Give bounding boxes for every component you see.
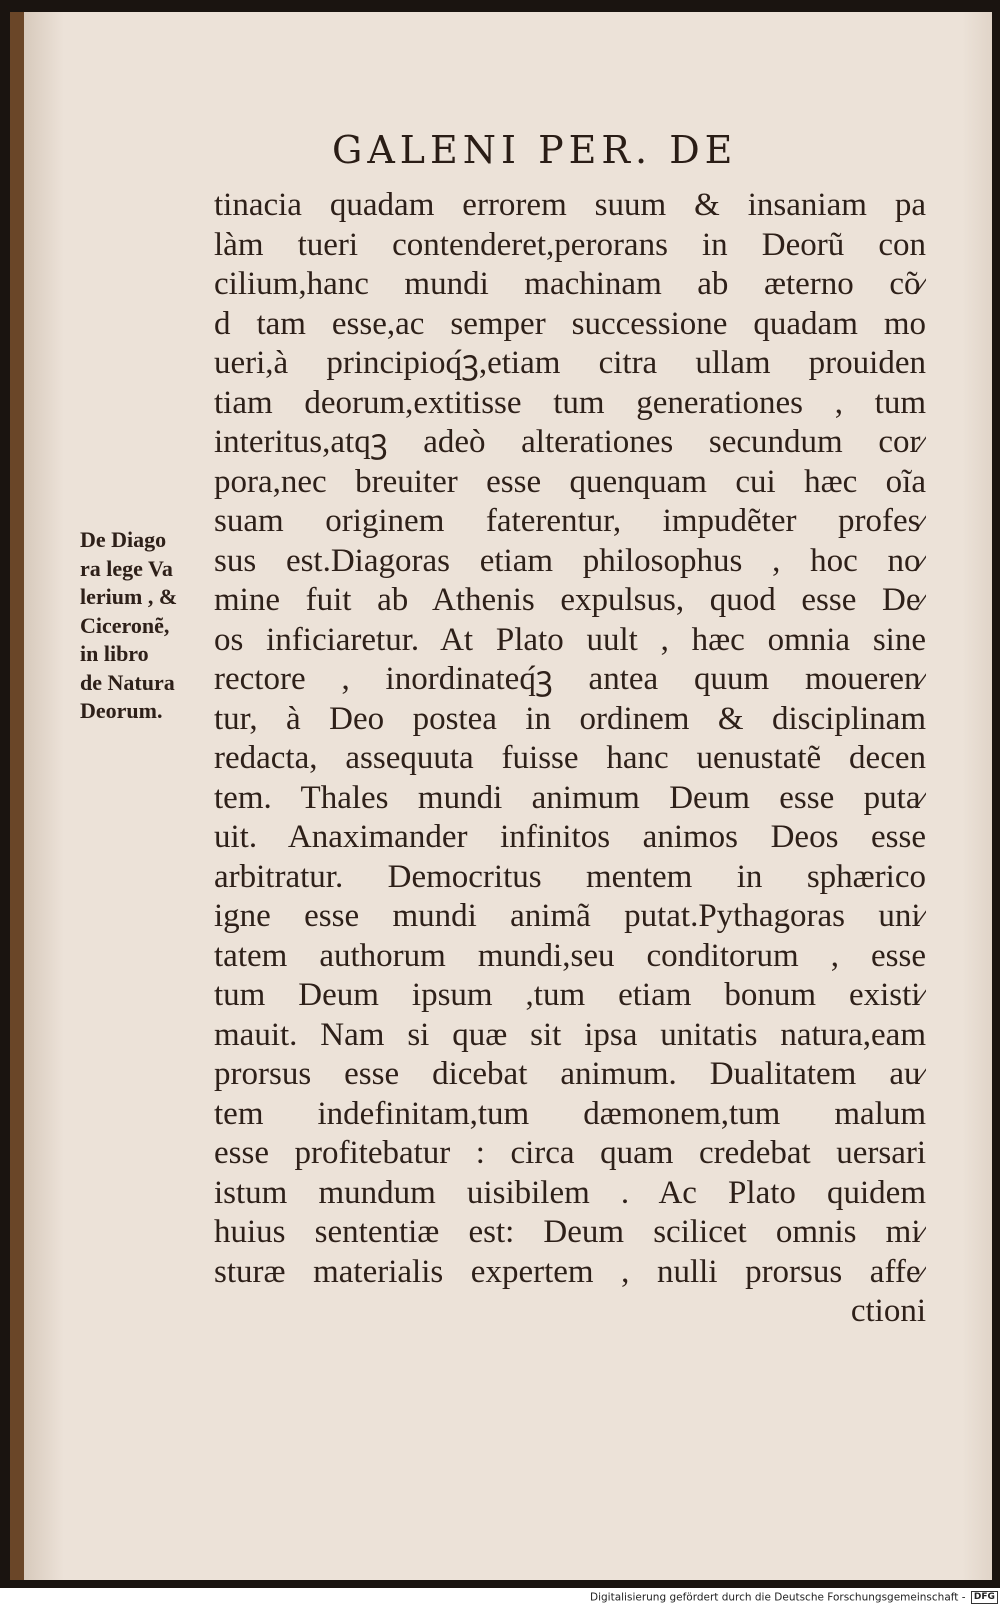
text-line: redacta, assequuta fuisse hanc uenustatẽ decen xyxy=(214,740,926,776)
marginal-line: ra lege Va xyxy=(80,555,173,581)
marginal-line: de Natura xyxy=(80,669,175,695)
text-line: làm tueri contenderet,perorans in Deorũ con xyxy=(214,226,926,263)
text-line: tem indefinitam,tum dæmonem,tum malum xyxy=(214,1095,926,1132)
text-line: tum Deum ipsum ,tum etiam bonum existi⁄ xyxy=(214,977,926,1013)
digitization-credit xyxy=(590,1591,995,1609)
text-line: ueri,à principioq́ꝫ,etiam citra ullam prouiden xyxy=(214,345,926,381)
text-line: prorsus esse dicebat animum. Dualitatem au⁄ xyxy=(214,1056,926,1092)
text-line: cilium,hanc mundi machinam ab æterno cõ⁄ xyxy=(214,266,926,302)
text-line: mauit. Nam si quæ sit ipsa unitatis natura,eam xyxy=(214,1016,926,1053)
marginal-line: lerium , & xyxy=(80,584,178,609)
text-line: igne esse mundi animã putat.Pythagoras uni⁄ xyxy=(214,898,926,934)
credit-text: Digitalisierung gefördert durch die Deutsche Forschungsgemeinschaft - xyxy=(590,1591,966,1604)
text-line: tiam deorum,extitisse tum generationes , tum xyxy=(214,384,926,421)
text-line: tinacia quadam errorem suum & insaniam pa xyxy=(214,187,926,223)
text-line: tem. Thales mundi animum Deum esse puta⁄ xyxy=(214,779,926,816)
marginal-line: De Diago xyxy=(80,527,167,552)
text-line: uit. Anaximander infinitos animos Deos esse xyxy=(214,819,926,855)
text-line: huius sententiæ est: Deum scilicet omnis mi⁄ xyxy=(214,1214,926,1250)
text-line: rectore , inordinateq́ꝫ antea quum moueren⁄ xyxy=(214,661,926,697)
marginal-line: in libro xyxy=(80,641,149,666)
text-line: suam originem faterentur, impudẽter profes⁄ xyxy=(214,503,926,539)
catchword: ctioni xyxy=(850,1293,926,1329)
text-line: istum mundum uisibilem . Ac Plato quidem xyxy=(214,1174,926,1211)
text-line: os inficiaretur. At Plato uult , hæc omnia sine xyxy=(214,621,926,658)
text-line: esse profitebatur : circa quam credebat uersari xyxy=(214,1135,926,1171)
text-line: d tam esse,ac semper successione quadam mo xyxy=(214,305,926,342)
text-line: tur, à Deo postea in ordinem & disciplinam xyxy=(214,700,926,737)
text-line: sturæ materialis expertem , nulli prorsus affe⁄ xyxy=(214,1253,926,1290)
main-text xyxy=(214,186,926,1332)
text-line: mine fuit ab Athenis expulsus, quod esse De⁄ xyxy=(214,582,926,618)
text-line: pora,nec breuiter esse quenquam cui hæc oĩa xyxy=(214,463,926,500)
text-line: tatem authorum mundi,seu conditorum , esse xyxy=(214,937,926,974)
marginal-line: Ciceronẽ, xyxy=(80,612,170,638)
marginal-line: Deorum. xyxy=(80,698,163,723)
running-head: GALENI PER. DE xyxy=(332,128,738,172)
text-line: interitus,atqꝫ adeò alterationes secundum cor⁄ xyxy=(214,424,926,460)
text-line: arbitratur. Democritus mentem in sphærico xyxy=(214,858,926,895)
dfg-logo: DFG xyxy=(971,1591,998,1604)
marginal-note xyxy=(80,526,210,726)
text-line: sus est.Diagoras etiam philosophus , hoc no⁄ xyxy=(214,542,926,579)
